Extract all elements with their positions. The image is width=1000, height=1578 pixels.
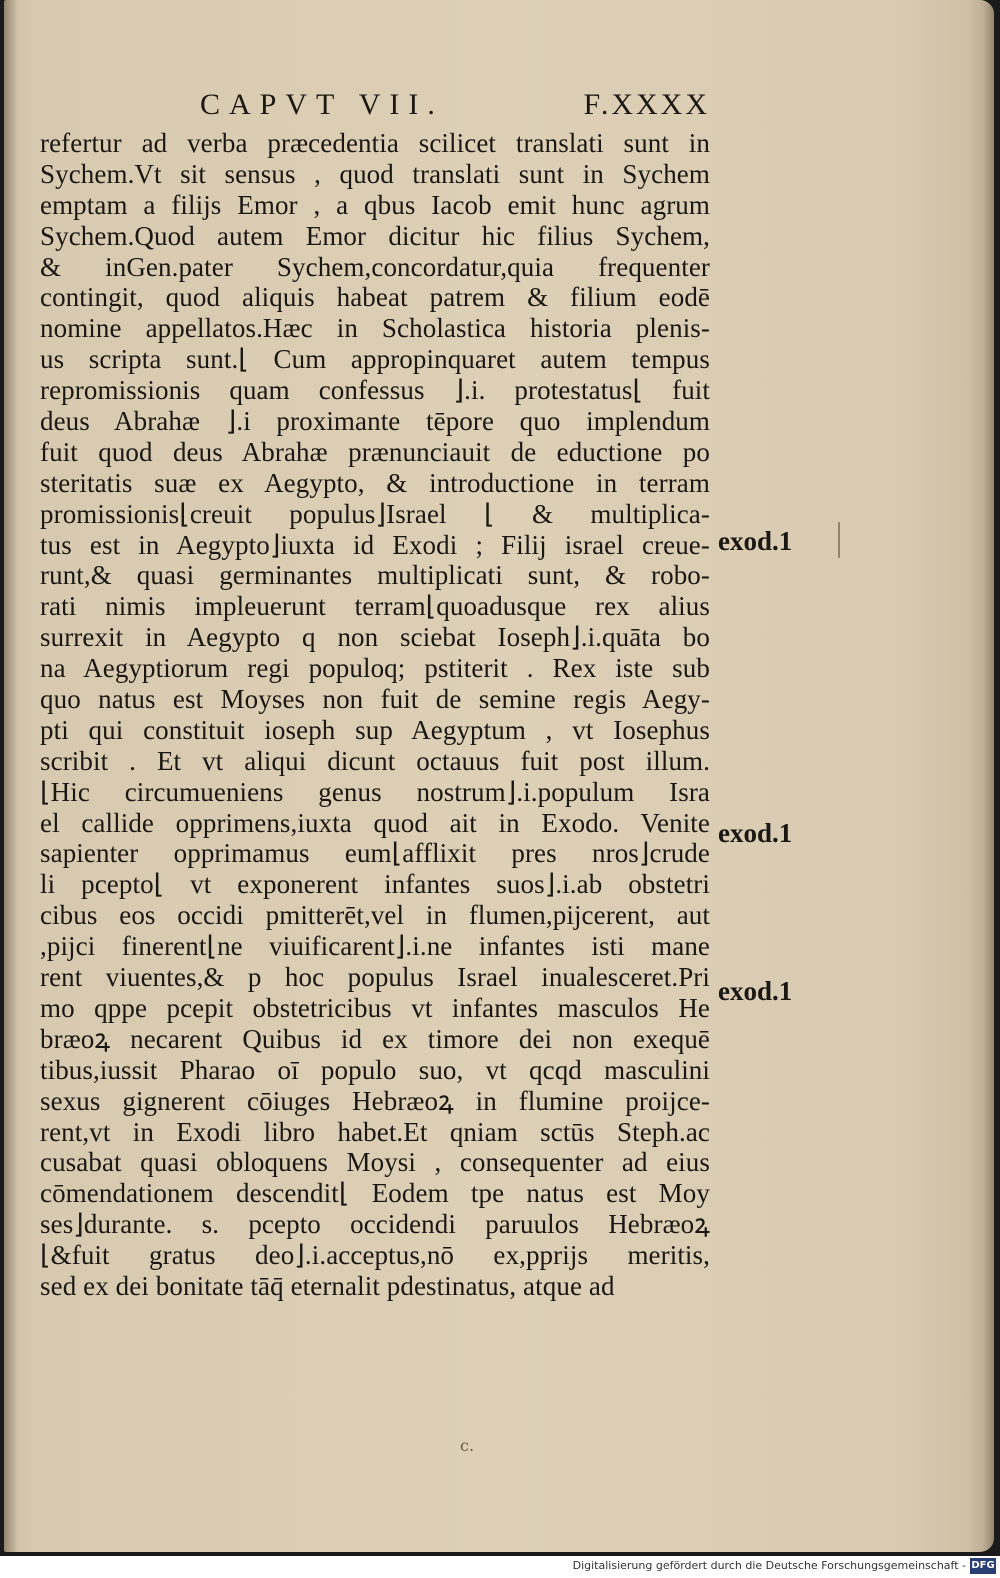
text-line: rent viuentes,& p hoc populus Israel inualesceret.Pri bbox=[40, 962, 710, 993]
text-line: bræoꝝ necarent Quibus id ex timore dei non exequē bbox=[40, 1023, 710, 1054]
text-line: steritatis suæ ex Aegypto, & introductione in terram bbox=[40, 467, 710, 498]
text-line: quo natus est Moyses non fuit de semine regis Aegy- bbox=[40, 684, 710, 715]
text-line: scribit . Et vt aliqui dicunt octauus fuit post illum. bbox=[40, 745, 710, 776]
text-line: repromissionis quam confessus ⌋.i. protestatus⌊ fuit bbox=[40, 375, 710, 406]
text-line: contingit, quod aliquis habeat patrem & filium eodē bbox=[40, 282, 710, 313]
chapter-heading: CAPVT VII. bbox=[200, 88, 444, 121]
text-line: sed ex dei bonitate tāq̄ eternalit pdestinatus, atque ad bbox=[40, 1270, 615, 1301]
text-line: ,pijci finerent⌊ne viuificarent⌋.i.ne infantes isti mane bbox=[40, 931, 710, 962]
text-line: ⌊&fuit gratus deo⌋.i.acceptus,nō ex,pprijs meritis, bbox=[40, 1240, 710, 1271]
dfg-logo: DFG bbox=[970, 1558, 996, 1574]
text-line: nomine appellatos.Hæc in Scholastica historia plenis- bbox=[40, 313, 710, 344]
text-line: li pcepto⌊ vt exponerent infantes suos⌋.i.ab obstetri bbox=[40, 869, 710, 900]
text-line: sexus gignerent cōiuges Hebræoꝝ in flumine proijce- bbox=[40, 1085, 710, 1116]
running-head bbox=[200, 88, 710, 128]
text-line: deus Abrahæ ⌋.i proximante tēpore quo implendum bbox=[40, 406, 710, 437]
text-line: mo qppe pcepit obstetricibus vt infantes masculos He bbox=[40, 992, 710, 1023]
margin-note-exod-1: exod.1 bbox=[718, 526, 793, 556]
margin-note-exod-3: exod.1 bbox=[718, 976, 793, 1006]
text-line: cōmendationem descendit⌊ Eodem tpe natus est Moy bbox=[40, 1178, 710, 1209]
text-line: refertur ad verba præcedentia scilicet translati sunt in bbox=[40, 128, 710, 158]
folio-number: F.XXXX bbox=[583, 88, 710, 121]
gutter-mark bbox=[838, 522, 844, 558]
text-line: pti qui constituit ioseph sup Aegyptum , vt Iosephus bbox=[40, 714, 710, 745]
text-line: ses⌋durante. s. pcepto occidendi paruulos Hebræoꝝ bbox=[40, 1209, 710, 1240]
text-line: ⌊Hic circumueniens genus nostrum⌋.i.populum Isra bbox=[40, 776, 710, 807]
text-line: rent,vt in Exodi libro habet.Et qniam sctūs Steph.ac bbox=[40, 1116, 710, 1147]
text-line: us scripta sunt.⌊ Cum appropinquaret autem tempus bbox=[40, 344, 710, 375]
funding-credit: Digitalisierung gefördert durch die Deutsche Forschungsgemeinschaft - bbox=[572, 1559, 966, 1572]
page-left-shadow bbox=[4, 0, 18, 1552]
text-line: cusabat quasi obloquens Moysi , consequenter ad eius bbox=[40, 1147, 710, 1178]
text-line: runt,& quasi germinantes multiplicati sunt, & robo- bbox=[40, 560, 710, 591]
bottom-page-mark: c. bbox=[460, 1436, 475, 1455]
text-line: rati nimis impleuerunt terram⌊quoadusque rex alius bbox=[40, 591, 710, 622]
text-line: promissionis⌊creuit populus⌋Israel ⌊ & multiplica- bbox=[40, 498, 710, 529]
margin-note-exod-2: exod.1 bbox=[718, 818, 793, 848]
text-line: & inGen.pater Sychem,concordatur,quia frequenter bbox=[40, 251, 710, 282]
text-line: surrexit in Aegypto q non sciebat Ioseph⌋.i.quāta bo bbox=[40, 622, 710, 653]
page-edge-shadow bbox=[968, 0, 994, 1552]
text-line: na Aegyptiorum regi populoq; pstiterit . Rex iste sub bbox=[40, 653, 710, 684]
text-line: el callide opprimens,iuxta quod ait in Exodo. Venite bbox=[40, 807, 710, 838]
text-line: cibus eos occidi pmitterēt,vel in flumen,pijcerent, aut bbox=[40, 900, 710, 931]
text-line: Sychem.Quod autem Emor dicitur hic filius Sychem, bbox=[40, 220, 710, 251]
text-line: Sychem.Vt sit sensus , quod translati sunt in Sychem bbox=[40, 158, 710, 189]
text-line: tibus,iussit Pharao oī populo suo, vt qcqd masculini bbox=[40, 1054, 710, 1085]
text-line: sapienter opprimamus eum⌊afflixit pres nros⌋crude bbox=[40, 838, 710, 869]
text-line: tus est in Aegypto⌋iuxta id Exodi ; Filij israel creue- bbox=[40, 529, 710, 560]
text-line: emptam a filijs Emor , a qbus Iacob emit hunc agrum bbox=[40, 189, 710, 220]
main-text-block bbox=[40, 128, 710, 1302]
text-line: fuit quod deus Abrahæ prænunciauit de eductione po bbox=[40, 436, 710, 467]
